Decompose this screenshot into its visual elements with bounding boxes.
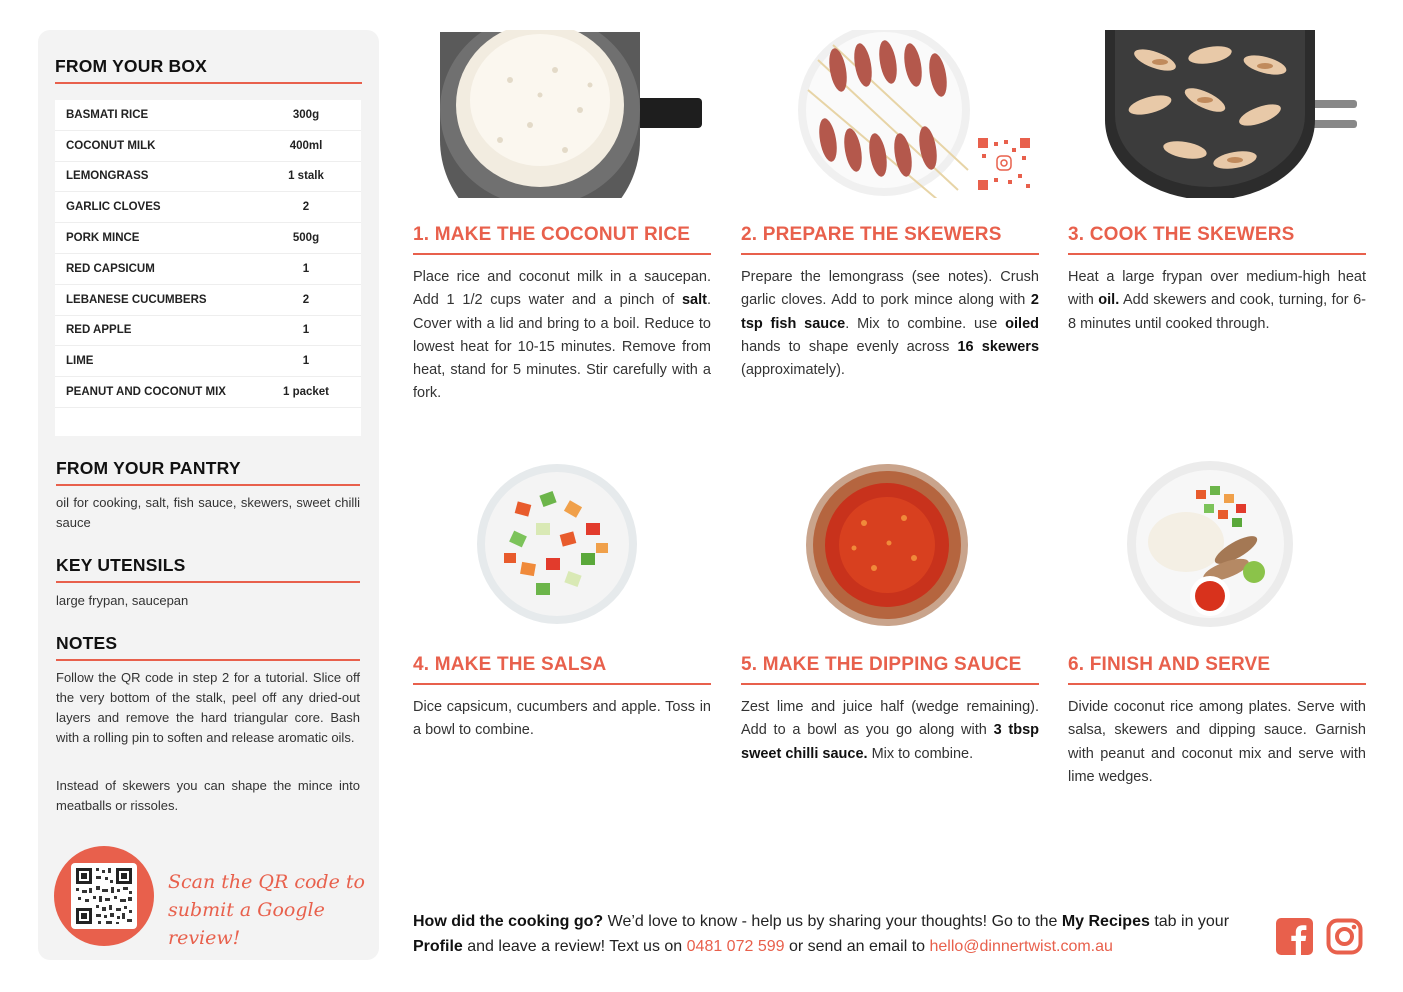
text-run: Place rice and coconut milk in a saucepan. Add 1 1/2 cups water and a pinch of: [413, 269, 711, 309]
ingredient-quantity: 2: [302, 201, 310, 214]
ingredient-name: RED APPLE: [66, 324, 132, 337]
emphasis-text: oiled: [1005, 315, 1039, 332]
ingredient-name: BASMATI RICE: [66, 108, 149, 121]
text-run: Divide coconut rice among plates. Serve with salsa, skewers and dipping sauce. Garnish with peanut and coconut mix and serve with lime wedges.: [1068, 699, 1366, 785]
review-qr-badge[interactable]: [54, 846, 154, 946]
ingredient-name: GARLIC CLOVES: [66, 201, 161, 214]
ingredient-name: COCONUT MILK: [66, 139, 156, 152]
ingredient-name: LEMONGRASS: [66, 170, 149, 183]
contact-link[interactable]: hello@dinnertwist.com.au: [929, 938, 1113, 955]
step-divider: [741, 253, 1039, 255]
ingredient-row: [55, 192, 361, 223]
step-divider: [1068, 253, 1366, 255]
ingredient-quantity: 500g: [292, 232, 320, 245]
step-1-text: [413, 266, 711, 406]
from-your-pantry-title: FROM YOUR PANTRY: [56, 458, 241, 478]
text-run: Mix to combine.: [867, 745, 974, 762]
emphasis-text: salt: [681, 292, 707, 309]
step-6-title: 6. FINISH AND SERVE: [1068, 654, 1271, 675]
ingredient-quantity: 300g: [292, 108, 320, 121]
emphasis-text: 2 tsp fish sauce: [741, 292, 1039, 332]
rice-pot-photo: [440, 30, 702, 198]
section-divider: [55, 82, 362, 84]
step-divider: [413, 683, 711, 685]
facebook-icon[interactable]: [1276, 918, 1313, 955]
review-footer-text: [413, 909, 1263, 959]
qr-review-callout: [168, 868, 379, 952]
emphasis-text: Profile: [413, 938, 463, 955]
step-divider: [741, 683, 1039, 685]
ingredient-name: PEANUT AND COCONUT MIX: [66, 386, 226, 399]
ingredient-quantity: 400ml: [289, 139, 323, 152]
step-2-text: [741, 266, 1039, 382]
ingredient-quantity: 1: [302, 262, 310, 275]
pantry-text: oil for cooking, salt, fish sauce, skewers, sweet chilli sauce: [56, 495, 360, 530]
notes-paragraph-2: Instead of skewers you can shape the mince into meatballs or rissoles.: [56, 778, 360, 813]
step-1-title: 1. MAKE THE COCONUT RICE: [413, 224, 691, 245]
qr-cta-line-1: Scan the QR code to: [168, 871, 365, 893]
salsa-bowl-photo: [476, 463, 638, 625]
ingredient-row: [55, 316, 361, 347]
step-3-text: [1068, 266, 1366, 336]
qr-code-icon[interactable]: [71, 863, 137, 929]
ingredients-table: [55, 100, 361, 436]
dipping-sauce-photo: [804, 463, 970, 627]
ingredient-name: PORK MINCE: [66, 232, 140, 245]
section-divider: [56, 484, 360, 486]
plated-dish-photo: [1126, 460, 1294, 628]
step-5-title: 5. MAKE THE DIPPING SAUCE: [741, 654, 1022, 675]
text-run: Zest lime and juice half (wedge remaining). Add to a bowl as you go along with: [741, 699, 1039, 739]
from-your-box-title: FROM YOUR BOX: [55, 56, 208, 76]
ingredient-row: [55, 223, 361, 254]
ingredient-row: [55, 346, 361, 377]
ingredient-name: LIME: [66, 355, 94, 368]
frypan-skewers-photo: [1105, 30, 1357, 198]
text-run: Add skewers and cook, turning, for 6-8 minutes until cooked through.: [1068, 292, 1366, 332]
ingredient-row: [55, 100, 361, 131]
qr-cta-line-2: submit a Google review!: [168, 899, 325, 949]
ingredient-quantity: 1: [302, 324, 310, 337]
emphasis-text: My Recipes: [1061, 913, 1150, 930]
ingredient-row: [55, 254, 361, 285]
text-run: hands to shape evenly across: [741, 338, 958, 355]
text-run: Prepare the lemongrass (see notes). Crush garlic cloves. Add to pork mince along with: [741, 269, 1039, 309]
section-divider: [56, 581, 360, 583]
utensils-text: large frypan, saucepan: [56, 593, 189, 608]
step-3-title: 3. COOK THE SKEWERS: [1068, 224, 1295, 245]
section-divider: [56, 659, 360, 661]
ingredient-name: LEBANESE CUCUMBERS: [66, 293, 207, 306]
key-utensils-title: KEY UTENSILS: [56, 555, 186, 575]
ingredient-row: [55, 285, 361, 316]
step-6-text: [1068, 696, 1366, 789]
step-5-text: [741, 696, 1039, 766]
contact-link[interactable]: 0481 072 599: [686, 938, 785, 955]
text-run: and leave a review! Text us on: [462, 938, 687, 955]
text-run: (approximately).: [741, 362, 845, 379]
text-run: Heat a large frypan over medium-high heat with: [1068, 269, 1366, 309]
ingredients-sidebar: [38, 30, 379, 960]
step-divider: [1068, 683, 1366, 685]
step-4-title: 4. MAKE THE SALSA: [413, 654, 607, 675]
ingredient-quantity: 1 stalk: [288, 170, 324, 183]
notes-paragraph-1: Follow the QR code in step 2 for a tutorial. Slice off the very bottom of the stalk, peel off any dried-out layers and remove the hard triangular core. Bash with a rolling pin to soften and release aromatic oils.: [56, 670, 360, 745]
ingredient-quantity: 2: [302, 293, 310, 306]
ingredient-row: [55, 131, 361, 162]
notes-title: NOTES: [56, 633, 118, 653]
ingredient-name: RED CAPSICUM: [66, 262, 155, 275]
emphasis-text: oil.: [1098, 292, 1120, 309]
text-run: tab in your: [1149, 913, 1230, 930]
text-run: Dice capsicum, cucumbers and apple. Toss in a bowl to combine.: [413, 699, 711, 739]
ingredient-row: [55, 162, 361, 193]
ingredient-quantity: 1: [302, 355, 310, 368]
ingredient-quantity: 1 packet: [282, 386, 330, 399]
instagram-icon[interactable]: [1326, 918, 1363, 955]
text-run: We’d love to know - help us by sharing your thoughts! Go to the: [603, 913, 1062, 930]
step-divider: [413, 253, 711, 255]
pork-skewers-photo: [798, 30, 1038, 198]
text-run: . Mix to combine. use: [845, 315, 1006, 332]
emphasis-text: How did the cooking go?: [413, 913, 604, 930]
ingredient-row: [55, 377, 361, 408]
step-4-text: [413, 696, 711, 743]
emphasis-text: 16 skewers: [957, 338, 1040, 355]
text-run: . Cover with a lid and bring to a boil. Reduce to lowest heat for 10-15 minutes. Remove from heat, stand for 5 minutes. Stir carefully with a fork.: [413, 292, 711, 402]
text-run: or send an email to: [784, 938, 930, 955]
step-2-title: 2. PREPARE THE SKEWERS: [741, 224, 1002, 245]
emphasis-text: 3 tbsp sweet chilli sauce.: [741, 722, 1039, 762]
